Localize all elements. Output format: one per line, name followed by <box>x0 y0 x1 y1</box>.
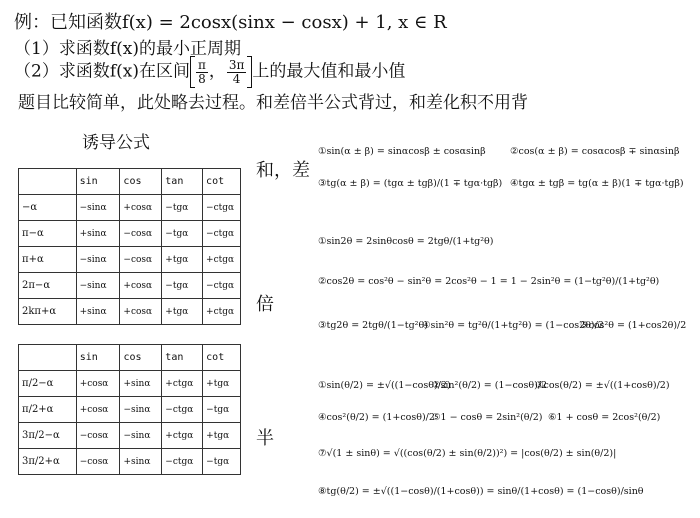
table-header-cell: cos <box>120 169 162 195</box>
solution-note: 题目比较简单，此处略去过程。和差倍半公式背过，和差化积不用背 <box>18 93 528 113</box>
formula-sqrt-one-sin: ⑦√(1 ± sinθ) = √((cos(θ/2) ± sin(θ/2))²) = |cos(θ/2) ± sin(θ/2)| <box>318 448 617 459</box>
table-angle-cell: 2π−α <box>19 273 77 299</box>
formula-sin-half-squared: ②sin²(θ/2) = (1−cosθ)/2 <box>432 380 548 391</box>
table-row <box>19 449 241 475</box>
label-sum-difference: 和，差 <box>256 160 310 181</box>
table-value-cell: +ctgα <box>162 371 203 397</box>
table-value-cell: −tgα <box>203 449 241 475</box>
table-header-cell: sin <box>76 345 120 371</box>
table-row <box>19 221 241 247</box>
table-value-cell: +cosα <box>76 397 120 423</box>
table-value-cell: +tgα <box>203 371 241 397</box>
interval-end-den: 4 <box>232 71 241 86</box>
table-value-cell: −ctgα <box>203 195 241 221</box>
label-half-angle: 半 <box>256 428 274 449</box>
table-value-cell: +ctgα <box>203 247 241 273</box>
question-2-suffix: 上的最大值和最小值 <box>252 61 406 82</box>
table-angle-cell: 3π/2+α <box>19 449 77 475</box>
table-value-cell: −sinα <box>76 195 120 221</box>
table-value-cell: −cosα <box>76 449 120 475</box>
table-value-cell: −tgα <box>203 397 241 423</box>
interval-end <box>227 59 247 86</box>
formula-tan-double: ③tg2θ = 2tgθ/(1−tg²θ) <box>318 320 428 331</box>
table-value-cell: −tgα <box>162 195 203 221</box>
formula-cos-sum: ②cos(α ± β) = cosαcosβ ∓ sinαsinβ <box>510 146 680 157</box>
table-row <box>19 371 241 397</box>
table-angle-cell: −α <box>19 195 77 221</box>
table-header-row <box>19 169 241 195</box>
table-angle-cell: π−α <box>19 221 77 247</box>
table-value-cell: −ctgα <box>203 273 241 299</box>
table-angle-cell: 3π/2−α <box>19 423 77 449</box>
table-value-cell: −ctgα <box>162 397 203 423</box>
table-value-cell: −sinα <box>76 273 120 299</box>
induction-formulas-title: 诱导公式 <box>82 133 150 153</box>
formula-one-plus-cos: ⑥1 + cosθ = 2cos²(θ/2) <box>548 412 661 423</box>
formula-cos-squared: ⑤cos²θ = (1+cos2θ)/2 <box>580 320 687 331</box>
formula-cos-half: ③cos(θ/2) = ±√((1+cosθ)/2) <box>535 380 670 391</box>
interval-end-num: 3π <box>228 57 245 72</box>
formula-cos-half-squared: ④cos²(θ/2) = (1+cosθ)/2 <box>318 412 435 423</box>
table-row <box>19 299 241 325</box>
table-angle-cell: π/2+α <box>19 397 77 423</box>
table-row <box>19 273 241 299</box>
formula-one-minus-cos: ⑤1 − cosθ = 2sin²(θ/2) <box>432 412 543 423</box>
table-value-cell: −cosα <box>120 221 162 247</box>
induction-table-1 <box>18 168 241 325</box>
formula-cos-double: ②cos2θ = cos²θ − sin²θ = 2cos²θ − 1 = 1 − 2sin²θ = (1−tg²θ)/(1+tg²θ) <box>318 276 660 287</box>
table-row <box>19 423 241 449</box>
table-angle-cell: π+α <box>19 247 77 273</box>
table-value-cell: +tgα <box>162 299 203 325</box>
table-row <box>19 195 241 221</box>
table-value-cell: −ctgα <box>203 221 241 247</box>
label-double-angle: 倍 <box>256 294 274 315</box>
table-angle-cell: 2kπ+α <box>19 299 77 325</box>
table-value-cell: −ctgα <box>162 449 203 475</box>
table-value-cell: +tgα <box>162 247 203 273</box>
formula-tan-sum-product: ④tgα ± tgβ = tg(α ± β)(1 ∓ tgα·tgβ) <box>510 178 684 189</box>
table-value-cell: +tgα <box>203 423 241 449</box>
table-header-cell: tan <box>162 169 203 195</box>
interval-start <box>196 59 208 86</box>
table-header-cell <box>19 345 77 371</box>
formula-tan-half: ⑧tg(θ/2) = ±√((1−cosθ)/(1+cosθ)) = sinθ/(1+cosθ) = (1−cosθ)/sinθ <box>318 486 644 497</box>
table-value-cell: +cosα <box>120 195 162 221</box>
table-header-cell: cot <box>203 169 241 195</box>
table-value-cell: −cosα <box>120 247 162 273</box>
formula-sin-squared: ④sin²θ = tg²θ/(1+tg²θ) = (1−cos2θ)/2 <box>422 320 604 331</box>
problem-statement: 例：已知函数f(x) = 2cosx(sinx − cosx) + 1, x ∈ R <box>14 12 447 33</box>
table-header-cell: cot <box>203 345 241 371</box>
table-header-cell: sin <box>76 169 120 195</box>
table-value-cell: +cosα <box>120 273 162 299</box>
table-value-cell: −sinα <box>120 423 162 449</box>
table-value-cell: −sinα <box>120 397 162 423</box>
table-value-cell: +ctgα <box>162 423 203 449</box>
question-2: （2）求函数f(x)在区间 $\frac{\pi}{8}$ ， $\frac{3\pi}{4}$ 上的最大值和最小值 <box>14 56 405 88</box>
formula-sin-half: ①sin(θ/2) = ±√((1−cosθ)/2) <box>318 380 451 391</box>
table-value-cell: +cosα <box>76 371 120 397</box>
table-value-cell: +sinα <box>76 221 120 247</box>
table-row <box>19 397 241 423</box>
table-value-cell: −cosα <box>76 423 120 449</box>
table-value-cell: +sinα <box>120 371 162 397</box>
table-value-cell: +sinα <box>76 299 120 325</box>
formula-tan-sum: ③tg(α ± β) = (tgα ± tgβ)/(1 ∓ tgα·tgβ) <box>318 178 503 189</box>
interval-left-bracket <box>190 56 195 88</box>
table-value-cell: −tgα <box>162 221 203 247</box>
table-value-cell: +sinα <box>120 449 162 475</box>
question-1: （1）求函数f(x)的最小正周期 <box>14 39 241 59</box>
table-header-row <box>19 345 241 371</box>
table-value-cell: −tgα <box>162 273 203 299</box>
question-2-prefix: （2）求函数f(x)在区间 <box>14 61 190 82</box>
table-value-cell: +cosα <box>120 299 162 325</box>
table-value-cell: +ctgα <box>203 299 241 325</box>
table-header-cell: cos <box>120 345 162 371</box>
induction-table-2 <box>18 344 241 475</box>
table-row <box>19 247 241 273</box>
interval-start-den: 8 <box>198 71 206 86</box>
formula-sin-sum: ①sin(α ± β) = sinαcosβ ± cosαsinβ <box>318 146 486 157</box>
table-angle-cell: π/2−α <box>19 371 77 397</box>
interval-start-num: π <box>197 57 206 72</box>
table-value-cell: −sinα <box>76 247 120 273</box>
table-header-cell <box>19 169 77 195</box>
table-header-cell: tan <box>162 345 203 371</box>
formula-sin-double: ①sin2θ = 2sinθcosθ = 2tgθ/(1+tg²θ) <box>318 236 494 247</box>
